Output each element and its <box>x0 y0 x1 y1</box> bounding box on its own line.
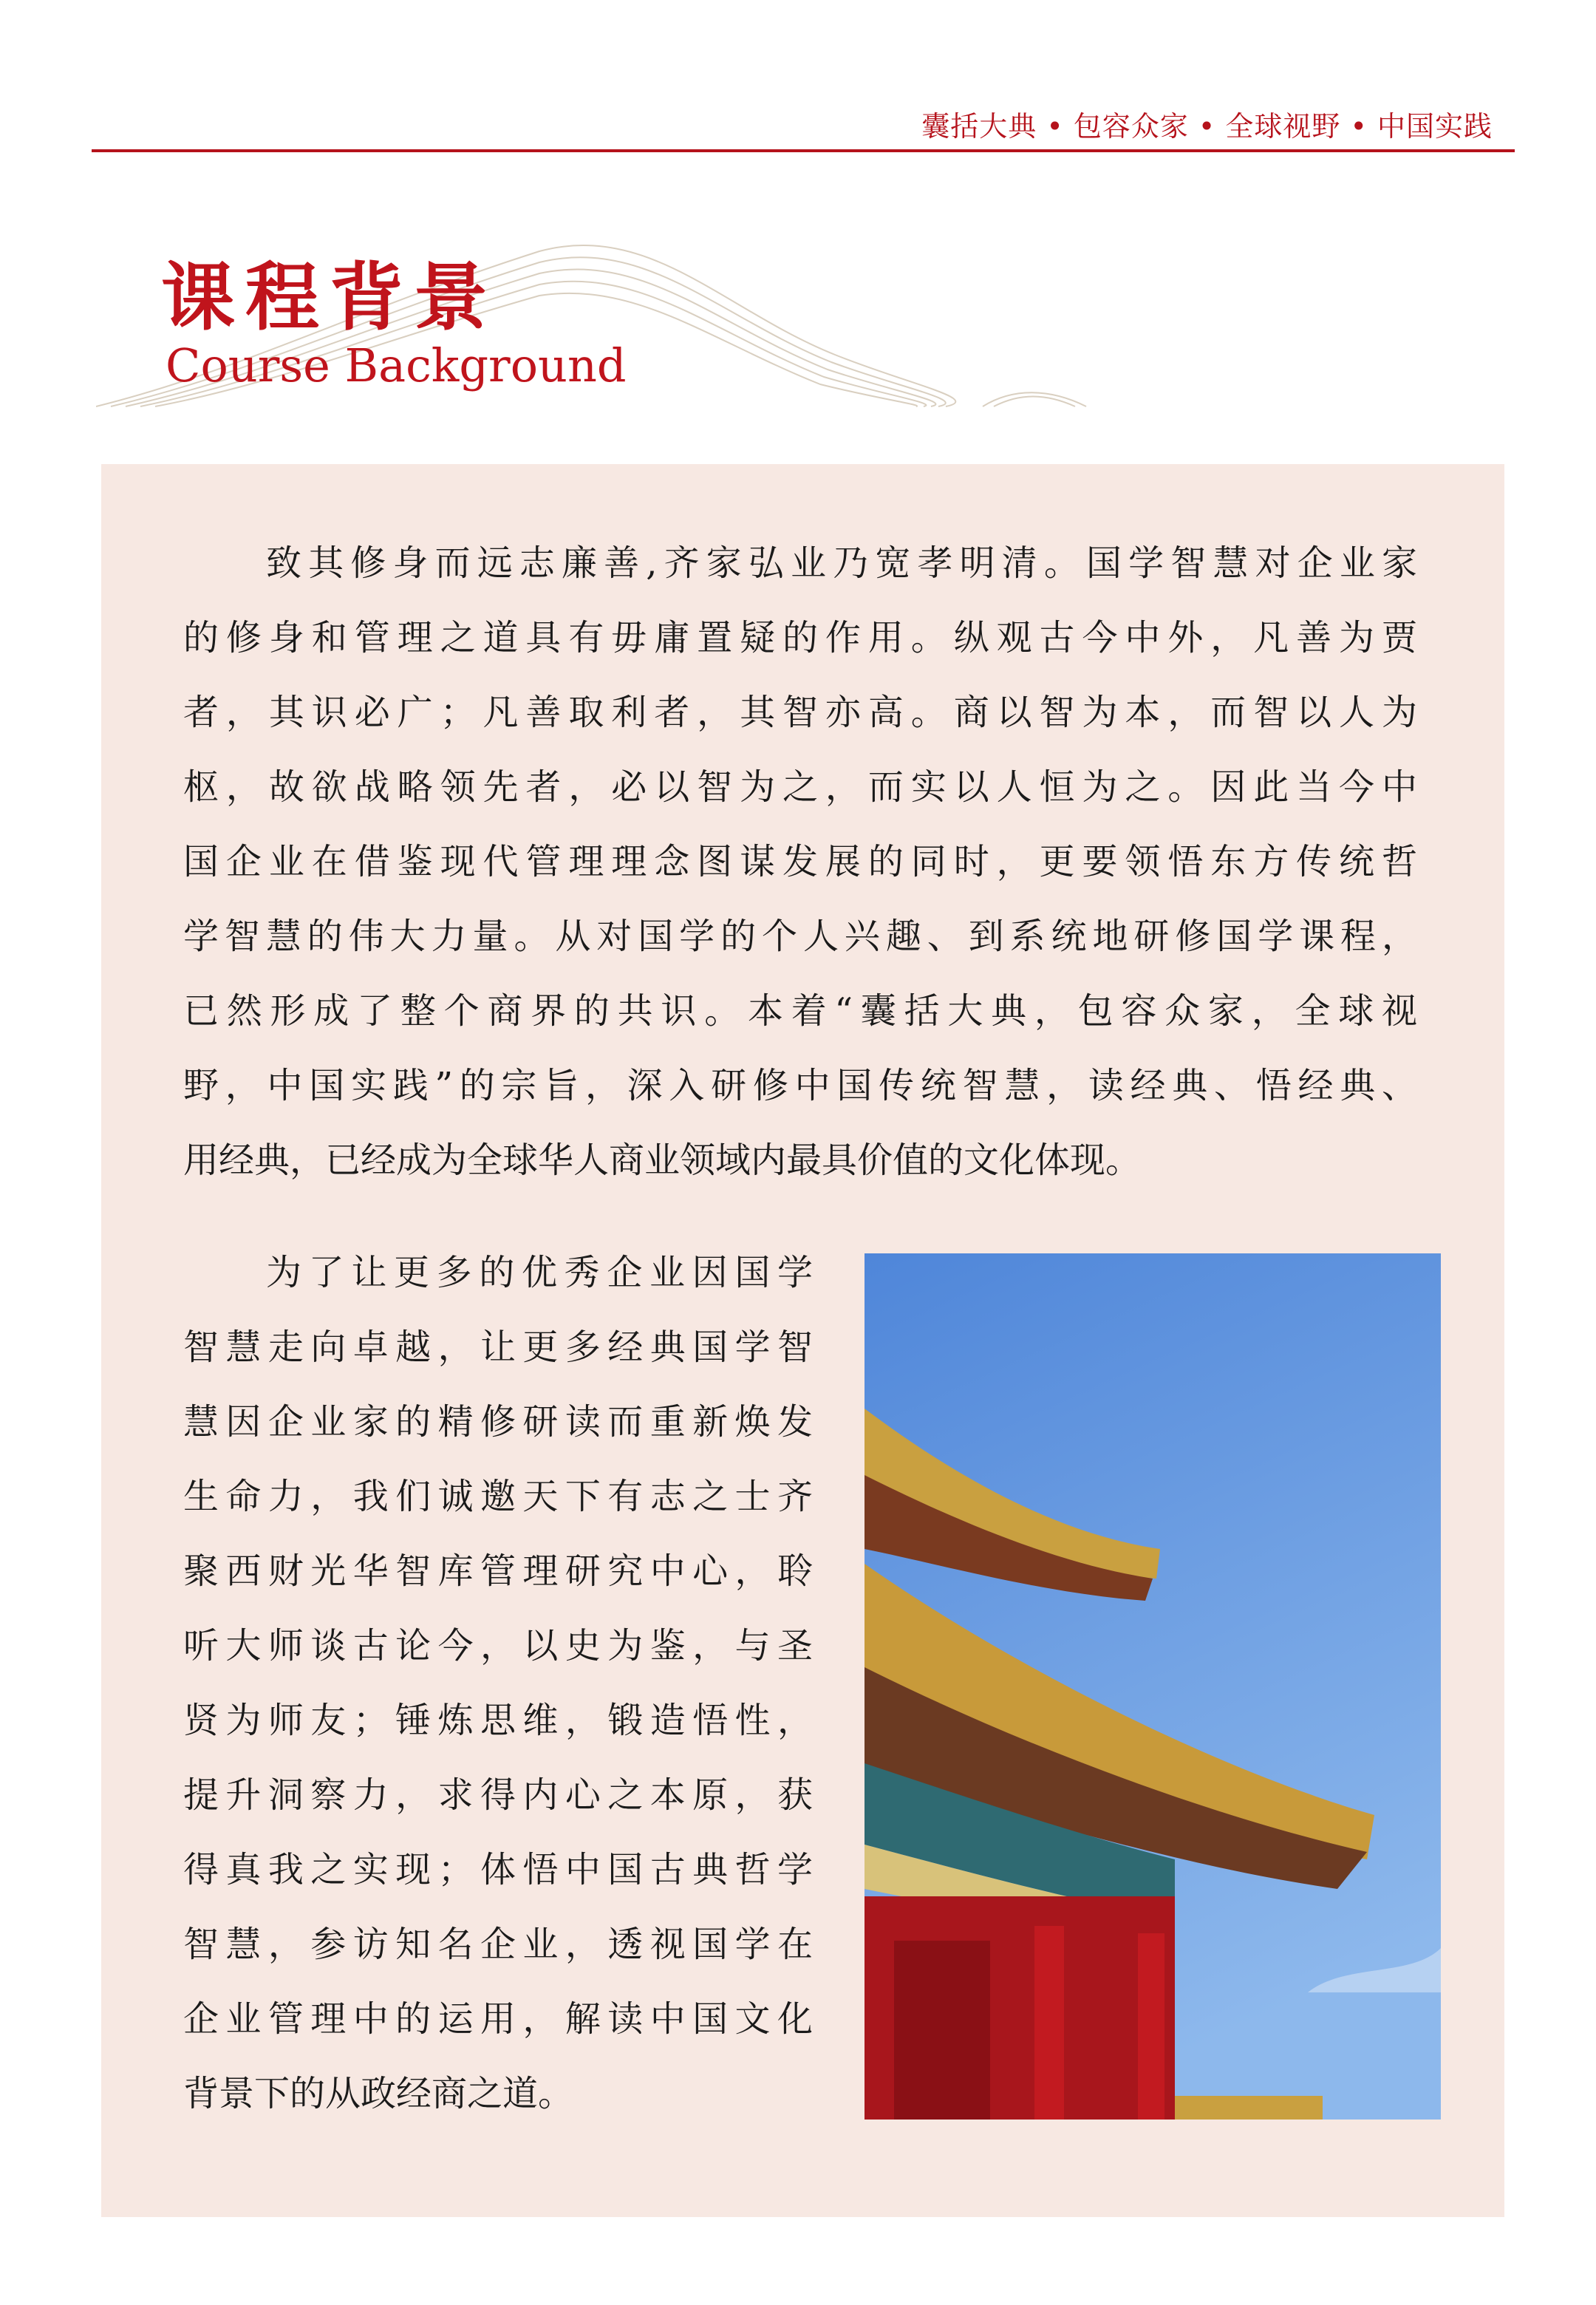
text-line: 生命力，我们诚邀天下有志之士齐 <box>183 1476 813 1517</box>
text-line: 贤为师友；锤炼思维，锻造悟性， <box>183 1700 813 1741</box>
text-line: 国企业在借鉴现代管理理念图谋发展的同时，更要领悟东方传统哲 <box>183 841 1417 882</box>
text-line: 枢，故欲战略领先者，必以智为之，而实以人恒为之。因此当今中 <box>183 766 1417 808</box>
text-line: 已然形成了整个商界的共识。本着“囊括大典，包容众家，全球视 <box>183 990 1417 1032</box>
invitation-paragraph <box>183 1250 813 2146</box>
text-line: 智慧走向卓越，让更多经典国学智 <box>183 1327 813 1368</box>
text-line: 得真我之实现；体悟中国古典哲学 <box>183 1849 813 1890</box>
text-line: 野，中国实践”的宗旨，深入研修中国传统智慧，读经典、悟经典、 <box>183 1065 1417 1106</box>
header-divider <box>92 149 1515 152</box>
text-line: 的修身和管理之道具有毋庸置疑的作用。纵观古今中外，凡善为贾 <box>183 617 1417 658</box>
intro-paragraph <box>183 541 1417 1213</box>
text-line: 致其修身而远志廉善,齐家弘业乃宽孝明清。国学智慧对企业家 <box>266 542 1417 584</box>
text-line: 慧因企业家的精修研读而重新焕发 <box>183 1401 813 1443</box>
text-line: 者，其识必广；凡善取利者，其智亦高。商以智为本，而智以人为 <box>183 692 1417 733</box>
palace-roof-photo <box>864 1253 1441 2120</box>
text-line: 背景下的从政经商之道。 <box>183 2073 574 2114</box>
text-line: 企业管理中的运用，解读中国文化 <box>183 1998 813 2040</box>
text-line: 智慧，参访知名企业，透视国学在 <box>183 1924 813 1965</box>
text-line: 学智慧的伟大力量。从对国学的个人兴趣、到系统地研修国学课程， <box>183 916 1417 957</box>
text-line: 提升洞察力，求得内心之本原，获 <box>183 1774 813 1816</box>
section-subtitle: Course Background <box>166 338 627 392</box>
text-line: 用经典，已经成为全球华人商业领域内最具价值的文化体现。 <box>183 1140 1142 1181</box>
text-line: 聚西财光华智库管理研究中心，聆 <box>183 1550 813 1592</box>
text-line: 为了让更多的优秀企业因国学 <box>266 1252 813 1293</box>
section-title: 课程背景 <box>161 253 498 341</box>
text-line: 听大师谈古论今，以史为鉴，与圣 <box>183 1625 813 1666</box>
header-slogan: 囊括大典 • 包容众家 • 全球视野 • 中国实践 <box>921 110 1493 143</box>
